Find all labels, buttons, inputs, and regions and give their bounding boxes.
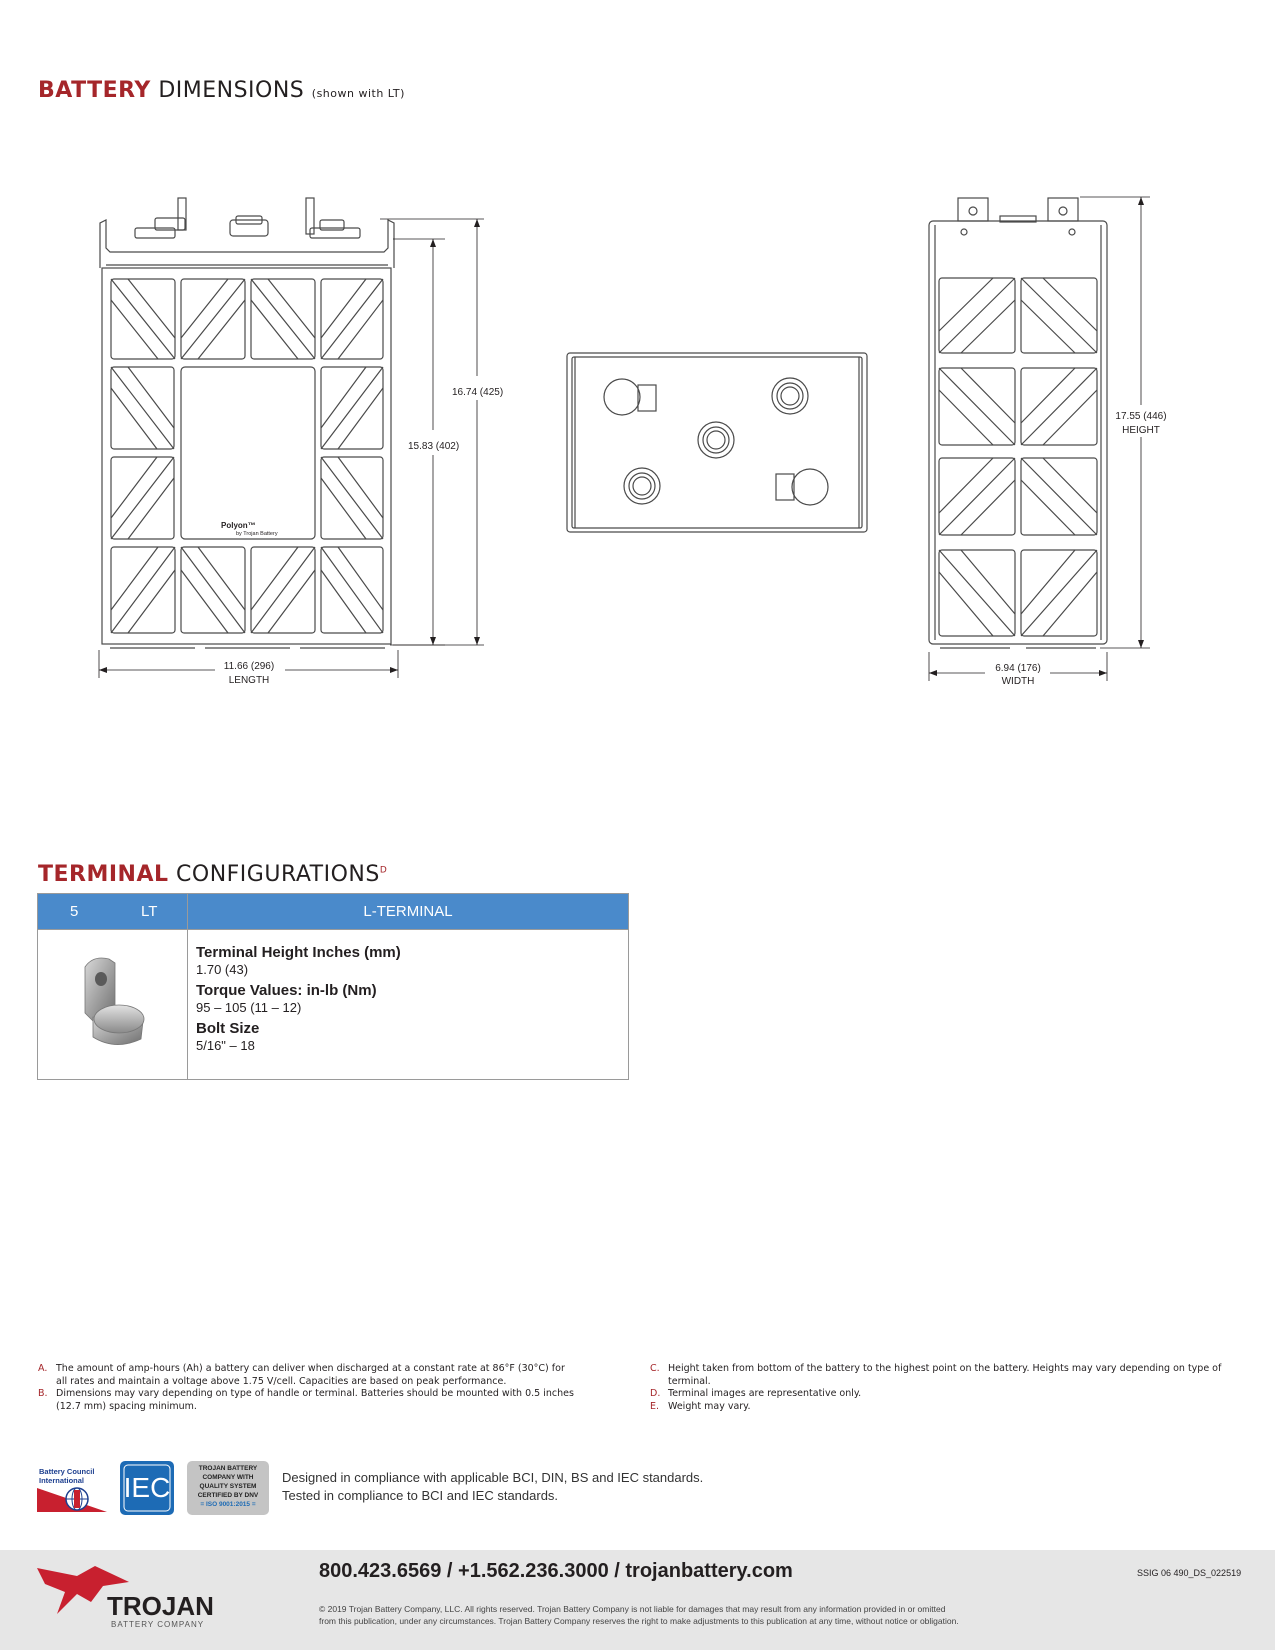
terminal-header-left: [38, 894, 188, 930]
dimensions-heading-note: (shown with LT): [311, 87, 405, 100]
spec-torque-label: Torque Values: in-lb (Nm): [196, 982, 377, 999]
terminal-table-header: [38, 894, 629, 930]
l-terminal-image: [63, 947, 163, 1057]
svg-text:= ISO 9001:2015 =: = ISO 9001:2015 =: [200, 1501, 256, 1508]
trojan-wordmark: TROJAN: [107, 1591, 214, 1621]
side-height-dim: 17.55 (446): [1115, 411, 1167, 422]
footnote-a: A. The amount of amp-hours (Ah) a battery can deliver when discharged at a constant rate at 86°F (30°C) for all rates and maintain a voltage above 1.75 V/cell. Capacities are based on peak performance.: [38, 1363, 565, 1387]
side-width-label: WIDTH: [1001, 676, 1035, 687]
trojan-logo: [37, 1562, 237, 1632]
svg-text:TROJAN BATTERY: TROJAN BATTERY: [198, 1465, 258, 1472]
trojan-sub: BATTERY COMPANY: [111, 1620, 205, 1629]
dnv-iso-badge: [187, 1461, 269, 1515]
footnote-b: B. Dimensions may vary depending on type of handle or terminal. Batteries should be mounted with 0.5 inches (12.7 mm) spacing minimum.: [38, 1388, 574, 1412]
svg-text:CERTIFIED BY DNV: CERTIFIED BY DNV: [197, 1492, 259, 1499]
legal-text: © 2019 Trojan Battery Company, LLC. All rights reserved. Trojan Battery Company is not liable for damages that may result from any information provided in or omitted from this publication, under any circumstances. Trojan Battery Company reserves the right to make adjustments to this publication at any time, without notice or obligation.: [319, 1604, 959, 1626]
footnote-d: D. Terminal images are representative only.: [650, 1388, 862, 1399]
terminal-table: [37, 893, 629, 1080]
compliance-text: [282, 1469, 703, 1505]
front-brand-name: Polyon™: [221, 521, 256, 530]
terminal-heading-rest: CONFIGURATIONS: [176, 862, 380, 887]
side-height-label: HEIGHT: [1122, 425, 1160, 436]
terminal-image-cell: [38, 930, 188, 1080]
terminal-heading-accent: TERMINAL: [38, 862, 169, 887]
footnotes-right: [650, 1363, 1250, 1413]
terminal-number: 5: [70, 903, 79, 920]
iec-logo: [120, 1461, 174, 1515]
battery-top-view: [560, 345, 880, 535]
front-inner-height-dim: 15.83 (402): [408, 441, 460, 452]
terminal-heading: [38, 862, 387, 887]
terminal-name: L-TERMINAL: [188, 894, 629, 930]
dimensions-heading: [38, 78, 405, 103]
front-brand-sub: by Trojan Battery: [236, 531, 278, 537]
terminal-table-row: [38, 930, 629, 1080]
svg-text:IEC: IEC: [123, 1472, 171, 1503]
front-length-dim: 11.66 (296): [223, 661, 275, 672]
spec-torque-value: 95 – 105 (11 – 12): [196, 1000, 302, 1015]
svg-text:Battery Council: Battery Council: [39, 1467, 95, 1476]
bci-logo: [37, 1466, 107, 1514]
terminal-code: LT: [141, 903, 158, 920]
footnote-c: C. Height taken from bottom of the battery to the highest point on the battery. Heights may vary depending on type of terminal.: [650, 1363, 1222, 1387]
battery-side-view: [920, 190, 1167, 690]
spec-bolt-value: 5/16" – 18: [196, 1038, 255, 1053]
front-total-height-dim: 16.74 (425): [452, 387, 504, 398]
footnotes-left: [38, 1363, 578, 1413]
contact-info[interactable]: 800.423.6569 / +1.562.236.3000 / trojanbattery.com: [319, 1560, 793, 1582]
front-length-label: LENGTH: [228, 675, 270, 686]
dimensions-heading-rest: DIMENSIONS: [158, 78, 305, 103]
dimensions-heading-accent: BATTERY: [38, 78, 151, 103]
footnote-e: E. Weight may vary.: [650, 1400, 751, 1412]
svg-text:COMPANY WITH: COMPANY WITH: [202, 1474, 254, 1481]
compliance-line-2: Tested in compliance to BCI and IEC standards.: [282, 1488, 559, 1503]
svg-text:QUALITY SYSTEM: QUALITY SYSTEM: [199, 1483, 257, 1490]
terminal-heading-footnote: D: [379, 865, 388, 876]
side-width-dim: 6.94 (176): [995, 663, 1041, 674]
spec-height-value: 1.70 (43): [196, 962, 249, 977]
spec-bolt-label: Bolt Size: [196, 1020, 260, 1037]
spec-height-label: Terminal Height Inches (mm): [196, 944, 401, 961]
terminal-specs: [188, 930, 629, 1080]
compliance-line-1: Designed in compliance with applicable BCI, DIN, BS and IEC standards.: [282, 1470, 704, 1485]
battery-front-view: [90, 190, 504, 690]
svg-text:International: International: [39, 1476, 85, 1485]
document-code: SSIG 06 490_DS_022519: [1137, 1568, 1242, 1578]
